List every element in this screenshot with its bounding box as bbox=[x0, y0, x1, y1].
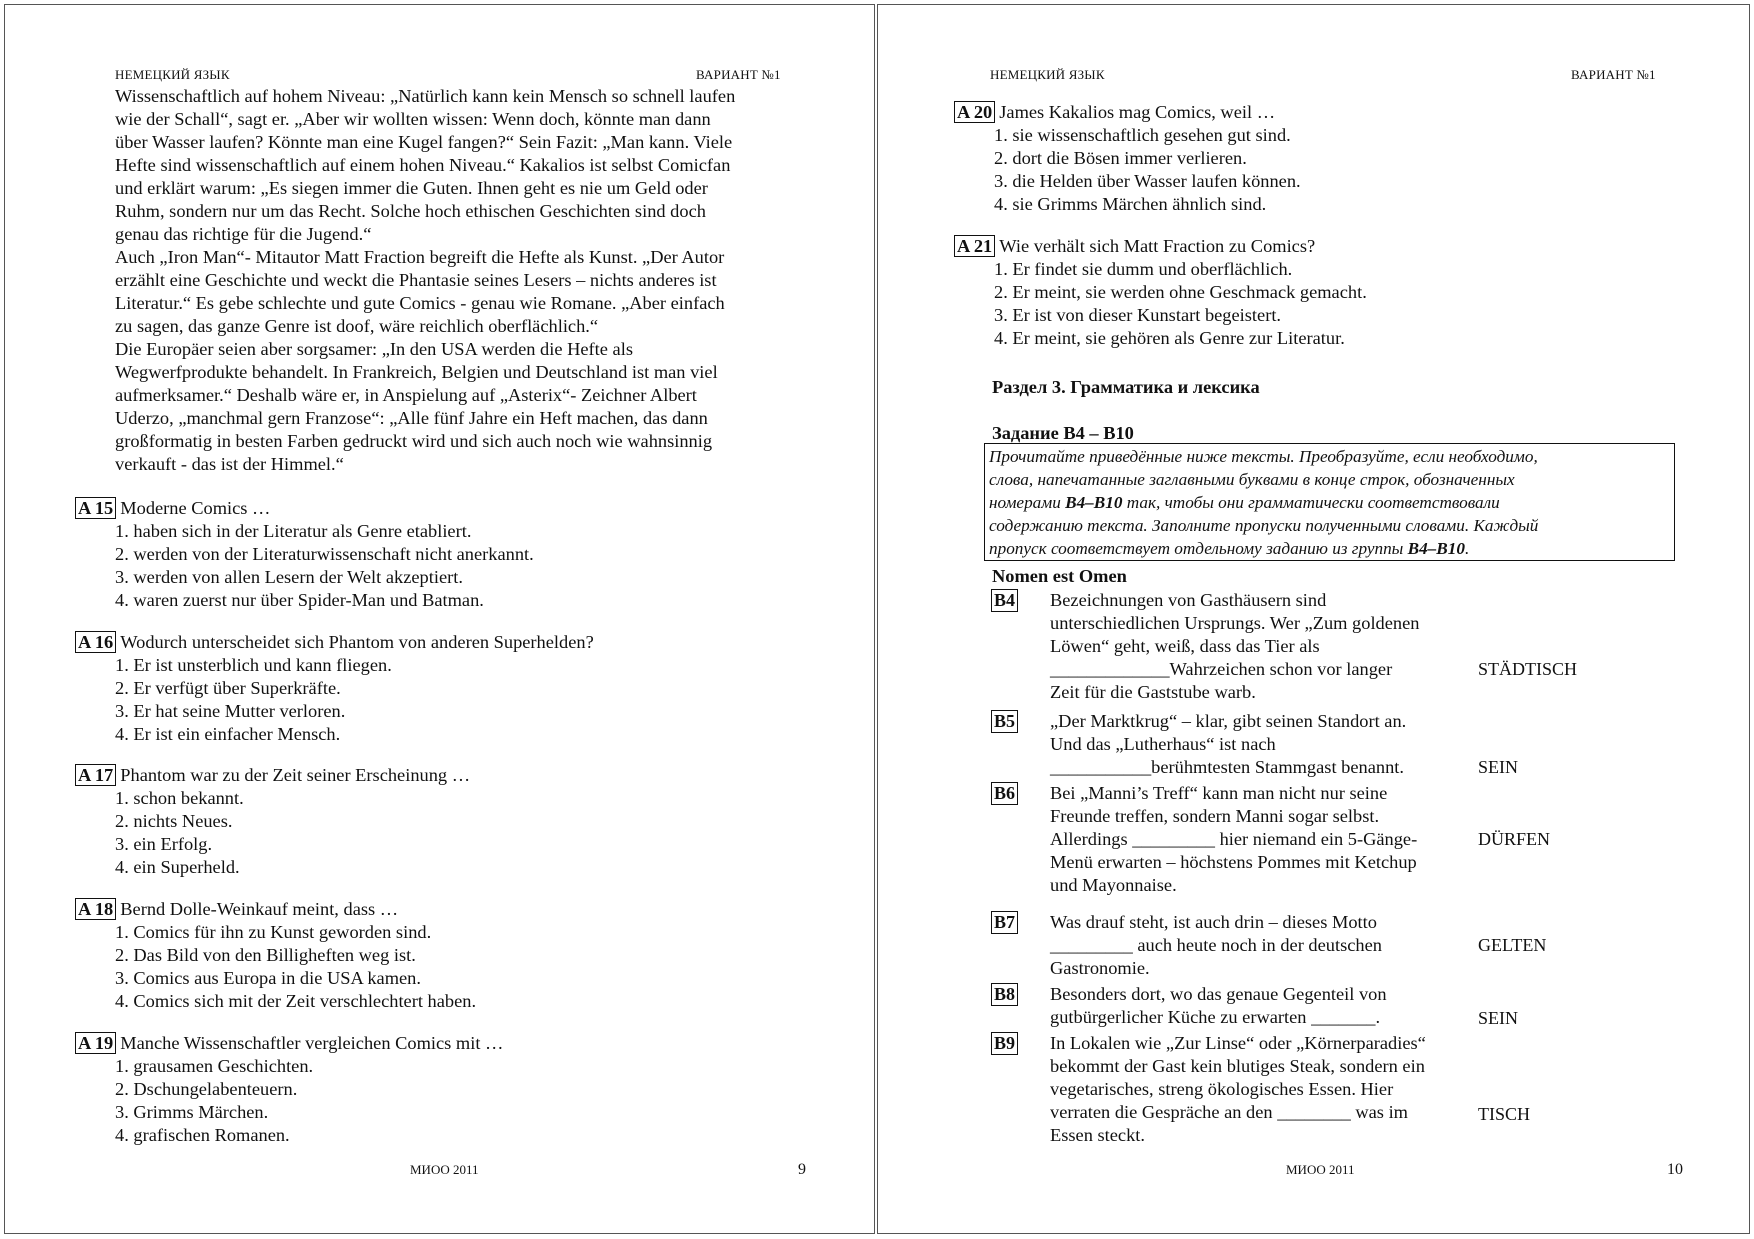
instruction-line: содержанию текста. Заполните пропуски полученными словами. Каждый bbox=[989, 516, 1539, 535]
item-number: B8 bbox=[991, 983, 1018, 1006]
option[interactable]: 1. grausamen Geschichten. bbox=[115, 1056, 314, 1076]
item-line: Bei „Manni’s Treff“ kann man nicht nur seine bbox=[1050, 783, 1388, 803]
question-number: A 15 bbox=[75, 497, 116, 519]
text-line: Literatur.“ Es gebe schlechte und gute Comics - genau wie Romane. „Aber einfach bbox=[115, 293, 725, 313]
item-line: Zeit für die Gaststube warb. bbox=[1050, 682, 1256, 702]
question-text: Wie verhält sich Matt Fraction zu Comics? bbox=[999, 236, 1316, 256]
instruction-line: пропуск соответствует отдельному заданию из группы B4–B10. bbox=[989, 539, 1470, 558]
base-word: STÄDTISCH bbox=[1478, 659, 1578, 679]
item-line: _________ auch heute noch in der deutschen bbox=[1050, 935, 1382, 955]
item-number: B4 bbox=[991, 589, 1018, 612]
text-line: Ruhm, sondern nur um das Recht. Solche hoch ethischen Geschichten sind doch bbox=[115, 201, 706, 221]
option[interactable]: 1. sie wissenschaftlich gesehen gut sind. bbox=[994, 125, 1291, 145]
option[interactable]: 1. Er ist unsterblich und kann fliegen. bbox=[115, 655, 392, 675]
text-title: Nomen est Omen bbox=[992, 566, 1127, 586]
text-line: zu sagen, das ganze Genre ist doof, wäre reichlich oberflächlich.“ bbox=[115, 316, 599, 336]
option[interactable]: 3. Comics aus Europa in die USA kamen. bbox=[115, 968, 421, 988]
option[interactable]: 2. Er verfügt über Superkräfte. bbox=[115, 678, 341, 698]
item-b4-text bbox=[1050, 589, 1419, 704]
page-left bbox=[4, 4, 875, 1234]
text-line: großformatig in besten Farben gedruckt wird und sich auch noch wie wahnsinnig bbox=[115, 431, 713, 451]
option[interactable]: 2. Dschungelabenteuern. bbox=[115, 1079, 298, 1099]
item-number: B6 bbox=[991, 782, 1018, 805]
option[interactable]: 3. Er ist von dieser Kunstart begeistert. bbox=[994, 305, 1282, 325]
option[interactable]: 4. Er meint, sie gehören als Genre zur Literatur. bbox=[994, 328, 1345, 348]
option[interactable]: 4. Comics sich mit der Zeit verschlechtert haben. bbox=[115, 991, 477, 1011]
option[interactable]: 2. nichts Neues. bbox=[115, 811, 233, 831]
item-line: Gastronomie. bbox=[1050, 958, 1150, 978]
task-title: Задание B4 – B10 bbox=[992, 423, 1134, 443]
header-variant: ВАРИАНТ №1 bbox=[1571, 67, 1656, 82]
item-number: B5 bbox=[991, 710, 1018, 733]
option[interactable]: 4. grafischen Romanen. bbox=[115, 1125, 290, 1145]
item-line: und Mayonnaise. bbox=[1050, 875, 1177, 895]
item-line: vegetarisches, streng ökologisches Essen. Hier bbox=[1050, 1079, 1394, 1099]
question-a20 bbox=[954, 101, 1301, 216]
item-b5-text bbox=[1050, 710, 1406, 779]
item-line: _____________Wahrzeichen schon vor langer bbox=[1050, 659, 1393, 679]
text-line: erzählt eine Geschichte und weckt die Phantasie seines Lesers – nichts anderes ist bbox=[115, 270, 717, 290]
item-number: B9 bbox=[991, 1032, 1018, 1055]
option[interactable]: 3. Er hat seine Mutter verloren. bbox=[115, 701, 346, 721]
base-word: GELTEN bbox=[1478, 935, 1547, 955]
question-a21 bbox=[954, 235, 1367, 350]
question-number: A 16 bbox=[75, 631, 116, 653]
option[interactable]: 2. dort die Bösen immer verlieren. bbox=[994, 148, 1247, 168]
item-line: Besonders dort, wo das genaue Gegenteil von bbox=[1050, 984, 1387, 1004]
text-line: Hefte sind wissenschaftlich auf einem hohen Niveau.“ Kakalios ist selbst Comicfan bbox=[115, 155, 731, 175]
item-line: verraten die Gespräche an den ________ was im bbox=[1050, 1102, 1408, 1122]
question-text: James Kakalios mag Comics, weil … bbox=[999, 102, 1276, 122]
question-text: Phantom war zu der Zeit seiner Erscheinung … bbox=[120, 765, 471, 785]
option[interactable]: 3. werden von allen Lesern der Welt akzeptiert. bbox=[115, 567, 463, 587]
header-variant: ВАРИАНТ №1 bbox=[696, 67, 781, 82]
item-line: Und das „Lutherhaus“ ist nach bbox=[1050, 734, 1276, 754]
item-line: Menü erwarten – höchstens Pommes mit Ketchup bbox=[1050, 852, 1417, 872]
header-subject: НЕМЕЦКИЙ ЯЗЫК bbox=[115, 67, 230, 82]
item-line: unterschiedlichen Ursprungs. Wer „Zum goldenen bbox=[1050, 613, 1420, 633]
text-line: genau das richtige für die Jugend.“ bbox=[115, 224, 372, 244]
question-a18 bbox=[75, 898, 476, 1013]
base-word: TISCH bbox=[1478, 1104, 1531, 1124]
question-number: A 18 bbox=[75, 898, 116, 920]
text-line: über Wasser laufen? Könnte man eine Kugel fangen?“ Sein Fazit: „Man kann. Viele bbox=[115, 132, 733, 152]
question-a19 bbox=[75, 1032, 503, 1147]
base-word: SEIN bbox=[1478, 757, 1518, 777]
question-text: Wodurch unterscheidet sich Phantom von anderen Superhelden? bbox=[120, 632, 594, 652]
text-line: verkauft - das ist der Himmel.“ bbox=[115, 454, 344, 474]
page-right bbox=[877, 4, 1750, 1234]
question-text: Moderne Comics … bbox=[120, 498, 271, 518]
text-line: Wegwerfprodukte behandelt. In Frankreich, Belgien und Deutschland ist man viel bbox=[115, 362, 718, 382]
option[interactable]: 3. Grimms Märchen. bbox=[115, 1102, 269, 1122]
instruction-line: номерами B4–B10 так, чтобы они грамматически соответствовали bbox=[989, 493, 1500, 512]
option[interactable]: 4. ein Superheld. bbox=[115, 857, 240, 877]
question-number: A 19 bbox=[75, 1032, 116, 1054]
page-number: 9 bbox=[798, 1161, 806, 1178]
question-number: A 17 bbox=[75, 764, 116, 786]
item-line: Essen steckt. bbox=[1050, 1125, 1145, 1145]
footer-org: МИОО 2011 bbox=[1286, 1162, 1355, 1177]
instruction-line: слова, напечатанные заглавными буквами в конце строк, обозначенных bbox=[989, 470, 1515, 489]
text-line: aufmerksamer.“ Deshalb wäre er, in Anspielung auf „Asterix“- Zeichner Albert bbox=[115, 385, 697, 405]
question-text: Manche Wissenschaftler vergleichen Comics mit … bbox=[120, 1033, 504, 1053]
item-line: ___________berühmtesten Stammgast benannt. bbox=[1050, 757, 1404, 777]
item-b7-text bbox=[1050, 911, 1382, 980]
item-b9-text bbox=[1050, 1032, 1426, 1147]
option[interactable]: 3. die Helden über Wasser laufen können. bbox=[994, 171, 1301, 191]
section-title: Раздел 3. Грамматика и лексика bbox=[992, 377, 1260, 397]
text-line: Die Europäer seien aber sorgsamer: „In den USA werden die Hefte als bbox=[115, 339, 633, 359]
page-number: 10 bbox=[1667, 1161, 1683, 1178]
text-line: Uderzo, „manchmal gern Franzose“: „Alle fünf Jahre ein Heft machen, das dann bbox=[115, 408, 708, 428]
option[interactable]: 4. waren zuerst nur über Spider-Man und Batman. bbox=[115, 590, 484, 610]
item-line: Löwen“ geht, weiß, dass das Tier als bbox=[1050, 636, 1320, 656]
item-line: „Der Marktkrug“ – klar, gibt seinen Standort an. bbox=[1050, 711, 1407, 731]
reading-text bbox=[115, 85, 735, 476]
item-b6-text bbox=[1050, 782, 1417, 897]
item-line: gutbürgerlicher Küche zu erwarten _______. bbox=[1050, 1007, 1381, 1027]
question-a15 bbox=[75, 497, 534, 612]
option[interactable]: 1. Comics für ihn zu Kunst geworden sind. bbox=[115, 922, 432, 942]
footer-org: МИОО 2011 bbox=[410, 1162, 479, 1177]
option[interactable]: 1. Er findet sie dumm und oberflächlich. bbox=[994, 259, 1293, 279]
option[interactable]: 1. schon bekannt. bbox=[115, 788, 244, 808]
header-subject: НЕМЕЦКИЙ ЯЗЫК bbox=[990, 67, 1105, 82]
item-line: Was drauf steht, ist auch drin – dieses Motto bbox=[1050, 912, 1377, 932]
option[interactable]: 1. haben sich in der Literatur als Genre etabliert. bbox=[115, 521, 472, 541]
question-text: Bernd Dolle-Weinkauf meint, dass … bbox=[120, 899, 399, 919]
item-line: In Lokalen wie „Zur Linse“ oder „Körnerparadies“ bbox=[1050, 1033, 1426, 1053]
option[interactable]: 2. Er meint, sie werden ohne Geschmack gemacht. bbox=[994, 282, 1367, 302]
question-number: A 21 bbox=[954, 235, 995, 257]
question-a16 bbox=[75, 631, 594, 746]
item-line: bekommt der Gast kein blutiges Steak, sondern ein bbox=[1050, 1056, 1425, 1076]
option[interactable]: 2. Das Bild von den Billigheften weg ist. bbox=[115, 945, 416, 965]
text-line: und erklärt warum: „Es siegen immer die Guten. Ihnen geht es nie um Geld oder bbox=[115, 178, 708, 198]
text-line: wie der Schall“, sagt er. „Aber wir wollten wissen: Wenn doch, könnte man dann bbox=[115, 109, 711, 129]
item-line: Freunde treffen, sondern Manni sogar selbst. bbox=[1050, 806, 1380, 826]
item-line: Bezeichnungen von Gasthäusern sind bbox=[1050, 590, 1327, 610]
text-line: Wissenschaftlich auf hohem Niveau: „Natürlich kann kein Mensch so schnell laufen bbox=[115, 86, 736, 106]
item-b8-text bbox=[1050, 983, 1387, 1029]
question-number: A 20 bbox=[954, 101, 995, 123]
item-line: Allerdings _________ hier niemand ein 5-Gänge- bbox=[1050, 829, 1418, 849]
option[interactable]: 4. sie Grimms Märchen ähnlich sind. bbox=[994, 194, 1267, 214]
item-number: B7 bbox=[991, 911, 1018, 934]
option[interactable]: 3. ein Erfolg. bbox=[115, 834, 213, 854]
text-line: Auch „Iron Man“- Mitautor Matt Fraction begreift die Hefte als Kunst. „Der Autor bbox=[115, 247, 725, 267]
base-word: DÜRFEN bbox=[1478, 829, 1551, 849]
option[interactable]: 4. Er ist ein einfacher Mensch. bbox=[115, 724, 341, 744]
instruction-line: Прочитайте приведённые ниже тексты. Преобразуйте, если необходимо, bbox=[989, 447, 1538, 466]
option[interactable]: 2. werden von der Literaturwissenschaft nicht anerkannt. bbox=[115, 544, 534, 564]
question-a17 bbox=[75, 764, 470, 879]
base-word: SEIN bbox=[1478, 1008, 1518, 1028]
instruction-box bbox=[984, 443, 1675, 561]
